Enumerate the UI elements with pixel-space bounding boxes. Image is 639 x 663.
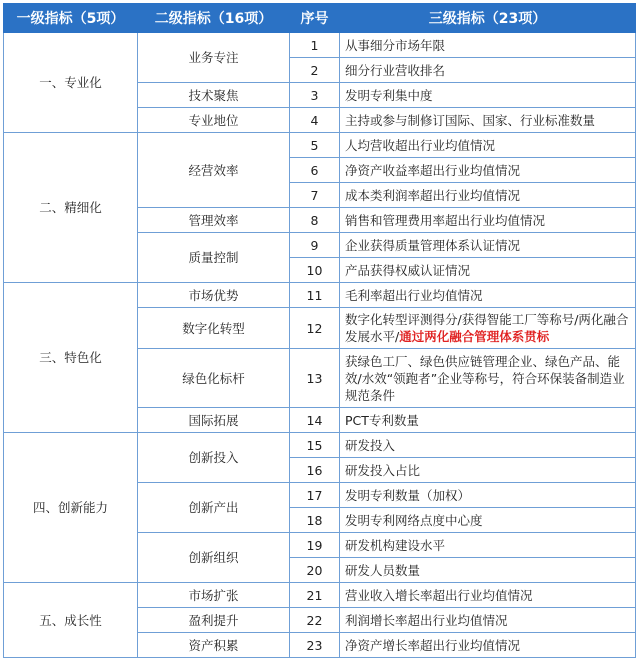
level1-cell: 四、创新能力 [4,433,138,583]
row-number: 22 [290,608,340,633]
level1-cell: 三、特色化 [4,283,138,433]
row-number: 17 [290,483,340,508]
level2-cell: 国际拓展 [138,408,290,433]
table-row [4,33,636,58]
row-number: 10 [290,258,340,283]
level3-cell: 主持或参与制修订国际、国家、行业标准数量 [340,108,636,133]
header-row [4,4,636,33]
level2-cell: 市场优势 [138,283,290,308]
highlighted-text: 通过两化融合管理体系贯标 [399,329,550,344]
level2-cell: 技术聚焦 [138,83,290,108]
level3-cell: 人均营收超出行业均值情况 [340,133,636,158]
level3-cell: 利润增长率超出行业均值情况 [340,608,636,633]
level3-cell: 销售和管理费用率超出行业均值情况 [340,208,636,233]
level2-cell: 绿色化标杆 [138,349,290,408]
level3-cell: 净资产收益率超出行业均值情况 [340,158,636,183]
level3-cell: 毛利率超出行业均值情况 [340,283,636,308]
level3-cell [340,308,636,349]
level3-cell: 产品获得权威认证情况 [340,258,636,283]
level2-cell: 经营效率 [138,133,290,208]
table-row [4,583,636,608]
level3-cell: PCT专利数量 [340,408,636,433]
table-row [4,283,636,308]
level3-cell: 发明专利集中度 [340,83,636,108]
row-number: 19 [290,533,340,558]
row-number: 20 [290,558,340,583]
level2-cell: 质量控制 [138,233,290,283]
level2-cell: 管理效率 [138,208,290,233]
header-number: 序号 [290,4,340,33]
table-row [4,433,636,458]
level2-cell: 创新产出 [138,483,290,533]
row-number: 12 [290,308,340,349]
level3-cell: 研发人员数量 [340,558,636,583]
level2-cell: 专业地位 [138,108,290,133]
row-number: 23 [290,633,340,658]
level3-cell: 细分行业营收排名 [340,58,636,83]
level3-cell: 发明专利数量（加权） [340,483,636,508]
level2-cell: 创新组织 [138,533,290,583]
level1-cell: 一、专业化 [4,33,138,133]
level2-cell: 市场扩张 [138,583,290,608]
level2-cell: 创新投入 [138,433,290,483]
level2-cell: 资产积累 [138,633,290,658]
level3-cell: 成本类利润率超出行业均值情况 [340,183,636,208]
row-number: 18 [290,508,340,533]
row-number: 5 [290,133,340,158]
row-number: 8 [290,208,340,233]
header-level1: 一级指标（5项） [4,4,138,33]
row-number: 1 [290,33,340,58]
level3-cell: 研发投入 [340,433,636,458]
row-number: 21 [290,583,340,608]
row-number: 7 [290,183,340,208]
row-number: 14 [290,408,340,433]
level3-cell: 研发机构建设水平 [340,533,636,558]
header-level3: 三级指标（23项） [340,4,636,33]
indicator-table [3,3,636,658]
level2-cell: 业务专注 [138,33,290,83]
row-number: 15 [290,433,340,458]
level2-cell: 盈利提升 [138,608,290,633]
level3-text: 数字化转型评测得分/获得智能工厂等称号/两化融合发展水平/ [345,312,629,344]
level3-cell: 获绿色工厂、绿色供应链管理企业、绿色产品、能效/水效“领跑者”企业等称号，符合环保装备制造业规范条件 [340,349,636,408]
row-number: 11 [290,283,340,308]
header-level2: 二级指标（16项） [138,4,290,33]
level3-cell: 发明专利网络点度中心度 [340,508,636,533]
row-number: 16 [290,458,340,483]
table-row [4,133,636,158]
row-number: 2 [290,58,340,83]
level3-cell: 从事细分市场年限 [340,33,636,58]
level1-cell: 二、精细化 [4,133,138,283]
row-number: 6 [290,158,340,183]
row-number: 3 [290,83,340,108]
level1-cell: 五、成长性 [4,583,138,658]
row-number: 13 [290,349,340,408]
level3-cell: 研发投入占比 [340,458,636,483]
row-number: 4 [290,108,340,133]
level3-cell: 企业获得质量管理体系认证情况 [340,233,636,258]
level3-cell: 净资产增长率超出行业均值情况 [340,633,636,658]
row-number: 9 [290,233,340,258]
level3-cell: 营业收入增长率超出行业均值情况 [340,583,636,608]
level2-cell: 数字化转型 [138,308,290,349]
